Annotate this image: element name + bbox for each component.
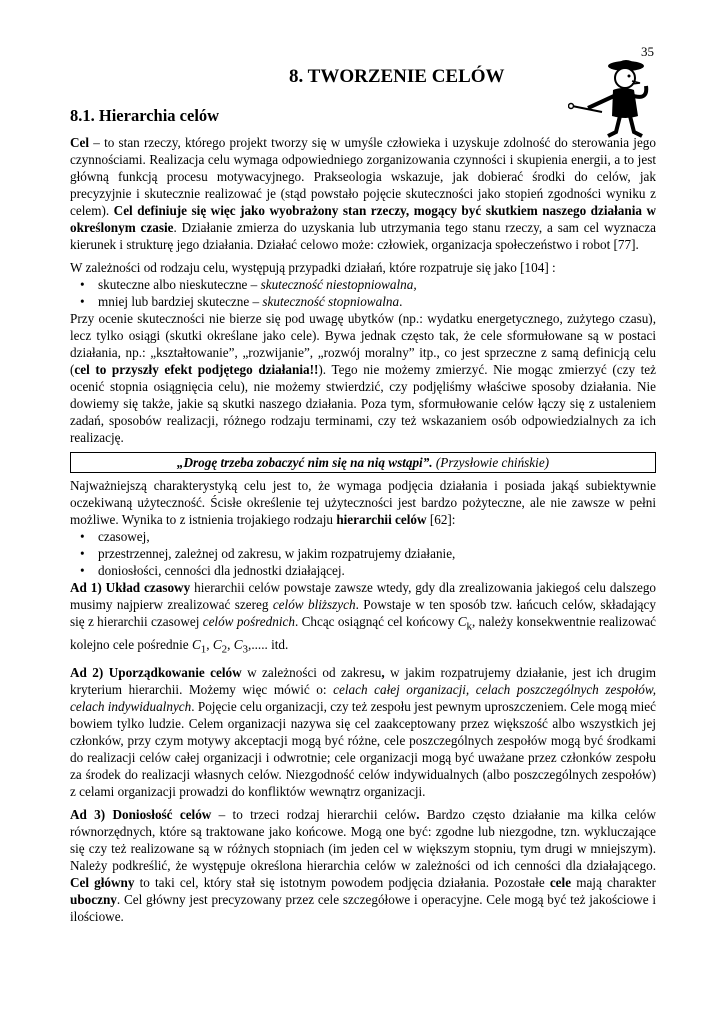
italic-run: celach całej organizacji, celach poszczególnych zespołów, celach indywidualnych: [70, 682, 657, 715]
paragraph-hierarchy: [70, 477, 656, 528]
italic-run: celów bliższych: [272, 597, 356, 612]
body-text: [70, 134, 656, 931]
text-run: Najważniejszą charakterystyką celu jest to, że wymaga podjęcia działania i posiada jakąś subiektywnie oczekiwaną użyteczność. Ścisłe określenie tej użyteczności jest bardzo pożyteczne, ale nie zawsze w pełni możliwe. Wynika to z istnienia trojakiego rodzaju: [70, 478, 656, 527]
emphasis-bold: Cel główny: [70, 875, 135, 891]
quote-text: „Drogę trzeba zobaczyć nim się na nią wstąpi”.: [176, 455, 433, 470]
formula-sub: 1: [200, 643, 207, 656]
formula-sub: 3: [242, 643, 249, 656]
bold-period: .: [416, 807, 420, 823]
effectiveness-list: [70, 276, 656, 310]
italic-run: celów pośrednich: [202, 614, 295, 629]
text-run: . Chcąc osiągnąć cel końcowy: [294, 614, 458, 629]
quote-box: [70, 452, 656, 473]
list-item-text: skuteczne albo nieskuteczne –: [98, 277, 261, 292]
paragraph-cases: W zależności od rodzaju celu, występują przypadki działań, które rozpatruje się jako [104] :: [70, 260, 556, 275]
bold-comma: ,: [381, 665, 385, 681]
text-run: to taki cel, który stał się istotnym powodem podjęcia działania. Pozostałe: [134, 875, 550, 891]
quote-source: (Przysłowie chińskie): [435, 455, 550, 470]
term-cel: Cel: [70, 135, 90, 150]
text-run: – to trzeci rodzaj hierarchii celów: [211, 807, 417, 823]
formula-var: C: [212, 636, 222, 652]
text-run: . Pojęcie celu organizacji, czy też zespołu jest pewnym uproszczeniem. Cele mogą mieć bowiem tylko ludzie. Celem organizacji nazywa się cel zaakceptowany przez większość albo wszystkich jej członków, przy czym motywy akceptacji mogą być różne, cele poszczególnych zespołów mogą być środkami do realizacji celów całej organizacji i odwrotnie; cele organizacji mogą być uważane przez członków zespołu za środek do realizacji własnych celów. Niezgodność celów indywidualnych (albo poszczególnych zespołów) z celami organizacji prowadzi do konfliktów wewnątrz organizacji.: [70, 699, 657, 800]
formula-var: C: [191, 636, 201, 652]
list-item-italic: skuteczność niestopniowalna,: [260, 277, 417, 292]
text-run: mają charakter: [571, 875, 656, 891]
text-run: . Cel główny jest precyzowany przez cele szczegółowe i operacyjne. Cele mogą być też jakościowe i ilościowe.: [70, 892, 656, 925]
text-run: w zależności od zakresu: [241, 665, 382, 681]
list-item: [98, 293, 656, 310]
section-title: 8.1. Hierarchia celów: [70, 106, 220, 125]
list-item: • doniosłości, cenności dla jednostki działającej.: [98, 562, 656, 579]
ad1-heading: Ad 1) Układ czasowy: [70, 580, 191, 595]
paragraph-definition: [70, 134, 656, 253]
list-item-text: .: [399, 294, 403, 309]
list-item: • czasowej,: [98, 528, 656, 545]
text-run: . Powstaje w ten sposób tzw. łańcuch celów, składający się z hierarchii czasowej: [70, 597, 656, 629]
formula-tail: ,..... itd.: [248, 636, 289, 652]
ad2-heading: Ad 2) Uporządkowanie celów: [70, 665, 242, 681]
formula-sep: ,: [227, 636, 234, 652]
text-run: Przy ocenie skuteczności nie bierze się pod uwagę ubytków (np.: wydatku energetycznego, zużytego czasu), lecz tylko osiągi (skutki określane jako cele). Bywa jednak często tak, że cele sformułowane są w postaci działania, np.: „kształtowanie”, „rozwijanie”, „rozwój moralny” itp., co jest sprzeczne z samą definicją celu (: [70, 311, 656, 377]
formula-sequence: [191, 636, 289, 656]
page-number: 35: [641, 44, 654, 59]
text-run: , należy konsekwentnie realizować kolejno cele pośrednie: [70, 614, 656, 652]
definition-bold: Cel definiuje się więc jako wyobrażony stan rzeczy, mogący być skutkiem naszego działania w określonym czasie: [70, 203, 656, 235]
emphasis-bold: hierarchii celów: [336, 512, 427, 527]
list-item-italic: skuteczność stopniowalna: [262, 294, 400, 309]
text-run: . Działanie zmierza do uzyskania lub utrzymania tego stanu rzeczy, a sam cel wyznacza kierunek i strukturę jego działania. Działać celowo może: człowiek, organizacja społeczeństwo i robot [77].: [70, 220, 656, 252]
formula-sub: 2: [221, 643, 228, 656]
chapter-title: 8. TWORZENIE CELÓW: [289, 66, 505, 87]
emphasis-bold: cel to przyszły efekt podjętego działania!!: [74, 362, 319, 377]
text-run: ). Tego nie możemy zmierzyć. Nie mogąc zmierzyć (czy też ocenić stopnia osiągnięcia celu), nie możemy stwierdzić, czy podjęliśmy właściwe sposoby działania. Nie dowiemy się także, jakie są skutki naszego działania. Poza tym, sformułowanie celów łączy się z ustaleniem zadań, sposobów realizacji, różnego rodzaju terminami, czy też wskazaniem osób odpowiedzialnych za ich realizację.: [70, 362, 656, 445]
thinking-figure-illustration: [568, 56, 670, 140]
text-run: w jakim rozpatrujemy działanie, jest ich drugim kryterium hierarchii. Możemy więc mówić o:: [70, 665, 656, 698]
paragraph-ad3: [70, 806, 656, 925]
text-run: hierarchii celów powstaje zawsze wtedy, gdy dla zrealizowania jakiegoś celu dalszego musimy najpierw zrealizować szereg: [70, 580, 657, 612]
formula-sep: ,: [206, 636, 213, 652]
formula-ck: [457, 614, 473, 633]
list-item-text: mniej lub bardziej skuteczne –: [98, 294, 263, 309]
list-item: • przestrzennej, zależnej od zakresu, w jakim rozpatrujemy działanie,: [98, 545, 656, 562]
emphasis-bold: cele: [549, 875, 572, 891]
text-run: [62]:: [426, 512, 456, 527]
hierarchy-list: [70, 528, 656, 579]
paragraph-ad1: [70, 579, 656, 658]
ad3-heading: Ad 3) Doniosłość celów: [70, 807, 212, 823]
formula-sub: k: [466, 620, 473, 633]
text-run: Bardzo często działanie ma kilka celów równorzędnych, które są traktowane jako końcowe. Mogą one być: zgodne lub niezgodne, tzn. wykluczające się czy też realizowane są w różnych stopniach (im jeden cel w większym stopniu, tym drugi w mniejszym). Należy podkreślić, że występuje określona hierarchia celów w zależności od ich cenności dla działającego.: [70, 807, 657, 874]
paragraph-ad2: [70, 664, 656, 800]
list-item: [98, 276, 656, 293]
paragraph-assessment: [70, 310, 656, 446]
formula-var: C: [233, 636, 243, 652]
emphasis-bold: uboczny: [70, 892, 117, 908]
formula-var: C: [457, 614, 467, 629]
text-run: – to stan rzeczy, którego projekt tworzy się w umyśle człowieka i uzyskuje zdolność do sterowania jego czynnościami. Realizacja celu wymaga odpowiedniego zorganizowania czynności i skupienia energii, a to jest główną funkcją procesu motywacyjnego. Prakseologia wskazuje, jak dobierać środki do celów, jak precyzyjnie i skutecznie realizować je (stąd powstało pojęcie skuteczności jako stopień zgodności wyniku z celem).: [70, 135, 656, 218]
